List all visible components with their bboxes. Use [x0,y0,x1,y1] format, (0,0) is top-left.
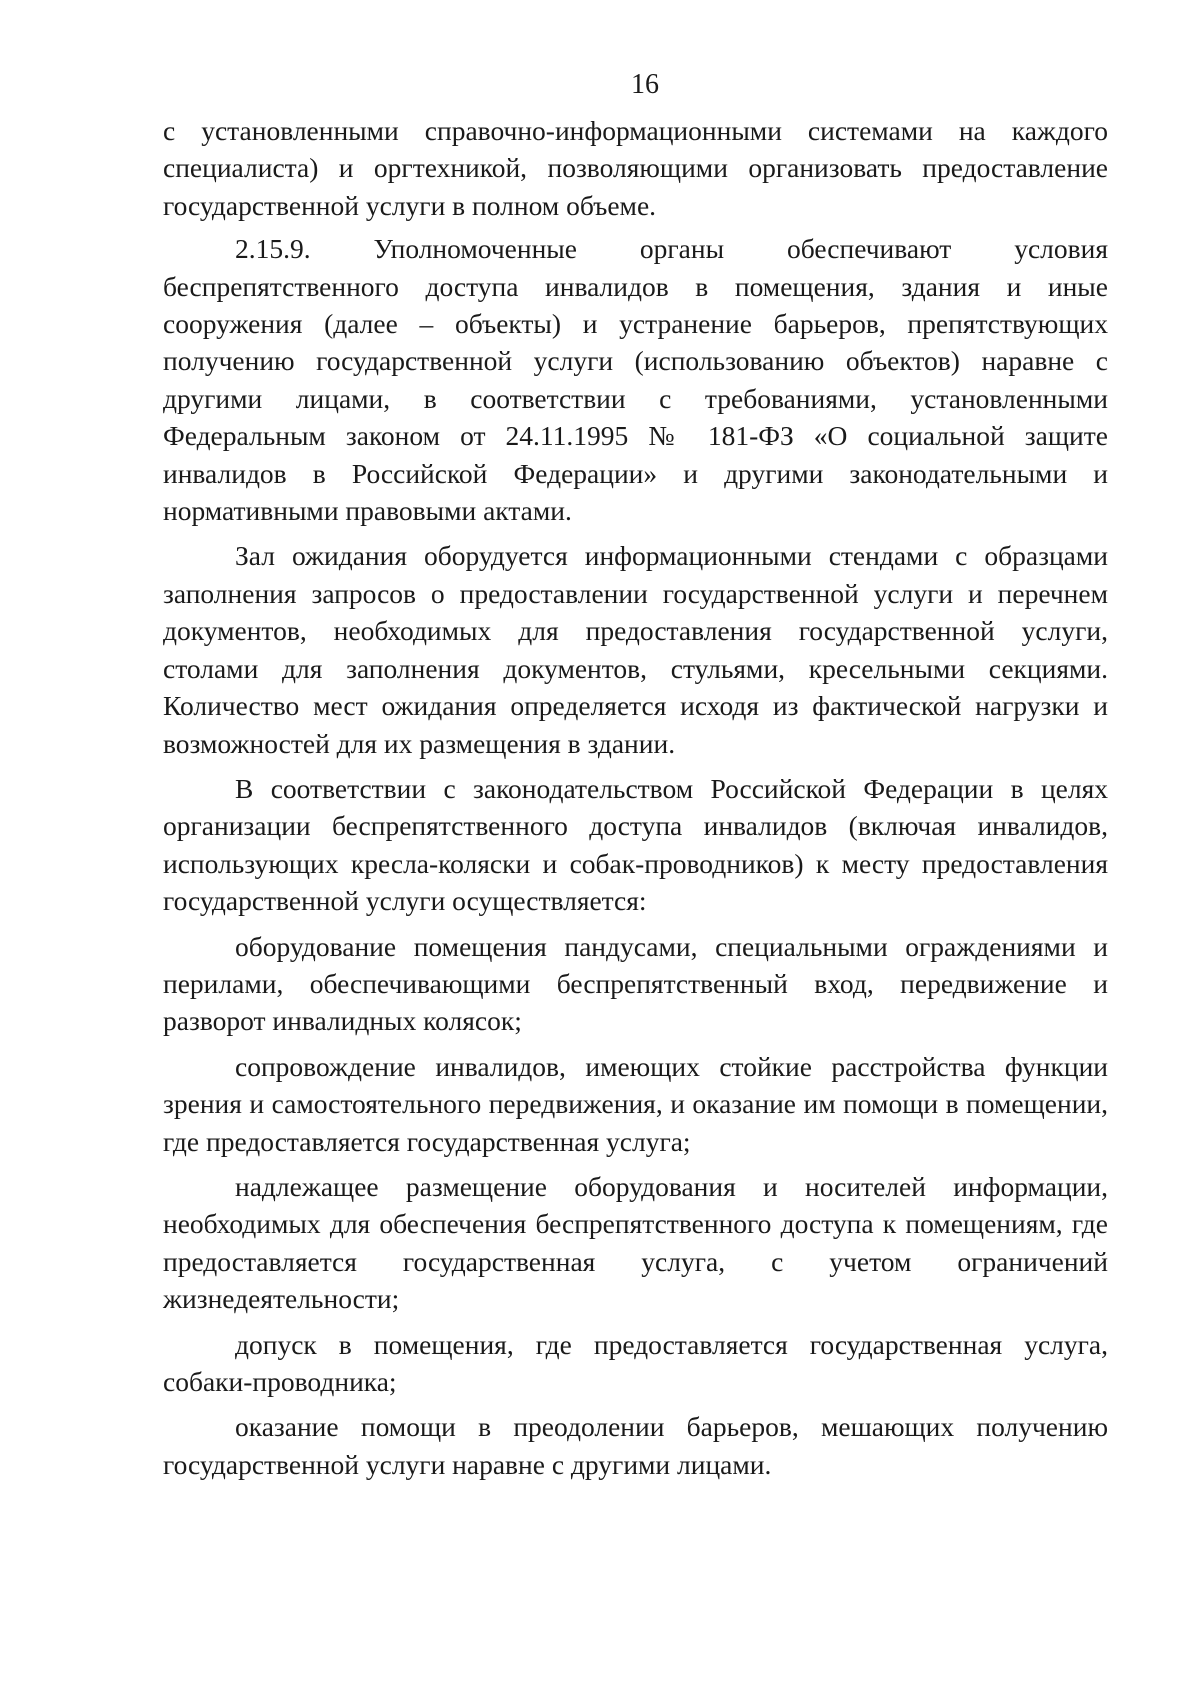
list-item-guide-dog: допуск в помещения, где предоставляется государственная услуга, собаки-проводника; [163,1328,1108,1397]
paragraph-spacer [163,529,1108,537]
paragraph-spacer [163,1040,1108,1048]
paragraph-spacer [163,920,1108,928]
list-item-equipment-placement: надлежащее размещение оборудования и носителей информации, необходимых для обеспечения беспрепятственного доступа к помещениям, где предоставляется государственная услуга, с учетом ограничений жизнедеятельности; [163,1170,1108,1315]
paragraph-spacer [163,1160,1108,1168]
paragraph-2-15-9: 2.15.9. Уполномоченные органы обеспечивают условия беспрепятственного доступа инвалидов в помещения, здания и иные сооружения (далее – объекты) и устранение барьеров, препятствующих получению государственной услуги (использованию объектов) наравне с другими лицами, в соответствии с требованиями, установленными Федеральным законом от 24.11.1995 № 181-ФЗ «О социальной защите инвалидов в Российской Федерации» и другими законодательными и нормативными правовыми актами. [163,233,1108,527]
list-item-escort: сопровождение инвалидов, имеющих стойкие расстройства функции зрения и самостоятельного передвижения, и оказание им помощи в помещении, где предоставляется государственная услуга; [163,1050,1108,1157]
paragraph-accessibility-intro: В соответствии с законодательством Российской Федерации в целях организации беспрепятственного доступа инвалидов (включая инвалидов, использующих кресла-коляски и собак-проводников) к месту предоставления государственной услуги осуществляется: [163,772,1108,917]
paragraph-waiting-hall: Зал ожидания оборудуется информационными стендами с образцами заполнения запросов о предоставлении государственной услуги и перечнем документов, необходимых для предоставления государственной услуги, столами для заполнения документов, стульями, кресельными секциями. Количество мест ожидания определяется исходя из фактической нагрузки и возможностей для их размещения в здании. [163,540,1108,759]
paragraph-1-continuation: с установленными справочно-информационными системами на каждого специалиста) и оргтехникой, позволяющими организовать предоставление государственной услуги в полном объеме. [163,115,1108,221]
document-body [163,112,1108,1483]
paragraph-spacer [163,1318,1108,1326]
paragraph-spacer [163,762,1108,770]
paragraph-spacer [163,1400,1108,1408]
list-item-ramps: оборудование помещения пандусами, специальными ограждениями и перилами, обеспечивающими беспрепятственный вход, передвижение и разворот инвалидных колясок; [163,930,1108,1037]
page-number: 16 [631,69,659,100]
list-item-barrier-assistance: оказание помощи в преодолении барьеров, мешающих получению государственной услуги наравне с другими лицами. [163,1411,1108,1480]
